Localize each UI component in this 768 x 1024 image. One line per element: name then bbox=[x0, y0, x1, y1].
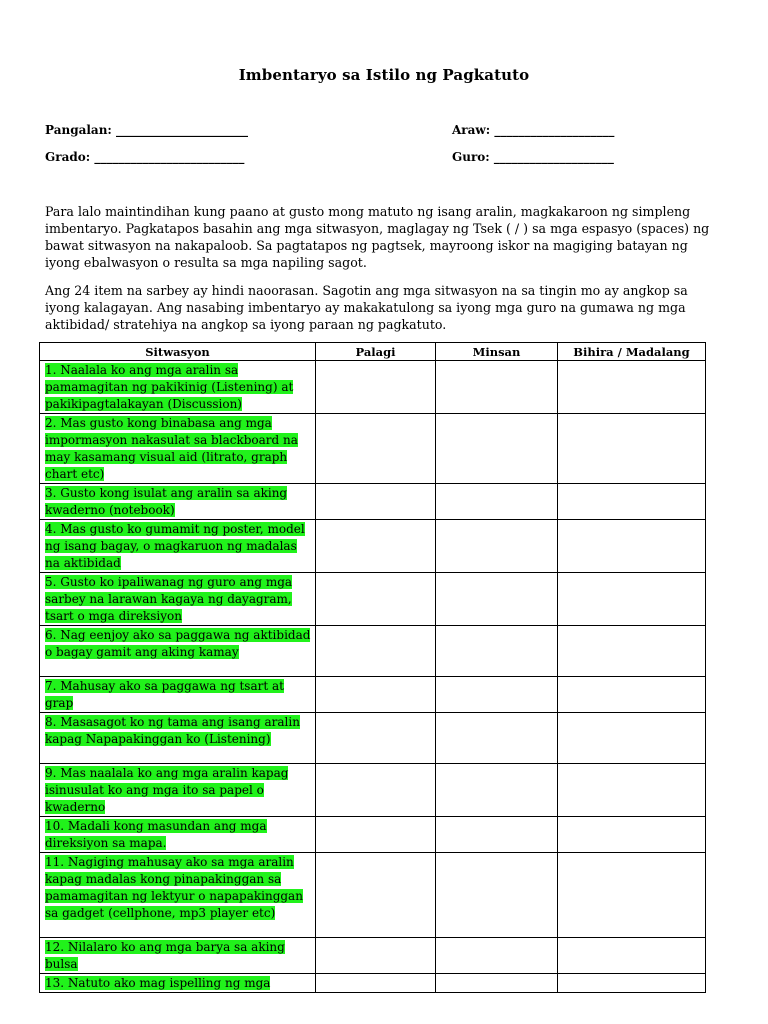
bihira-check-cell[interactable] bbox=[558, 817, 706, 853]
palagi-check-cell[interactable] bbox=[316, 764, 436, 817]
table-row bbox=[40, 853, 706, 938]
minsan-check-cell[interactable] bbox=[436, 677, 558, 713]
pangalan-field[interactable]: Pangalan: ______________________ bbox=[45, 123, 249, 137]
table-row bbox=[40, 677, 706, 713]
situation-text: 2. Mas gusto kong binabasa ang mga impormasyon nakasulat sa blackboard na may kasamang visual aid (litrato, graph chart etc) bbox=[45, 416, 298, 481]
situation-text: 4. Mas gusto ko gumamit ng poster, model ng isang bagay, o magkaruon ng madalas na aktibidad bbox=[45, 522, 305, 570]
situation-text: 7. Mahusay ako sa paggawa ng tsart at grap bbox=[45, 679, 284, 710]
minsan-check-cell[interactable] bbox=[436, 361, 558, 414]
situation-text: 6. Nag eenjoy ako sa paggawa ng aktibidad o bagay gamit ang aking kamay bbox=[45, 628, 311, 659]
situation-text: 11. Nagiging mahusay ako sa mga aralin kapag madalas kong pinapakinggan sa pamamagitan ng lektyur o napapakinggan sa gadget (cellphone, mp3 player etc) bbox=[45, 855, 303, 920]
minsan-check-cell[interactable] bbox=[436, 626, 558, 677]
guro-field[interactable]: Guro: ____________________ bbox=[452, 150, 614, 164]
table-row bbox=[40, 414, 706, 484]
situation-text: 12. Nilalaro ko ang mga barya sa aking bulsa bbox=[45, 940, 285, 971]
table-row bbox=[40, 520, 706, 573]
situation-text: 9. Mas naalala ko ang mga aralin kapag isinusulat ko ang mga ito sa papel o kwaderno bbox=[45, 766, 289, 814]
bihira-check-cell[interactable] bbox=[558, 520, 706, 573]
intro-paragraph-1: Para lalo maintindihan kung paano at gusto mong matuto ng isang aralin, magkakaroon ng simpleng imbentaryo. Pagkatapos basahin ang mga sitwasyon, maglagay ng Tsek ( / ) sa mga espasyo (spaces) ng bawat sitwasyon na nakapaloob. Sa pagtatapos ng pagtsek, mayroong iskor na magiging batayan ng iyong ebalwasyon o resulta sa mga napiling sagot. bbox=[45, 204, 710, 270]
minsan-check-cell[interactable] bbox=[436, 764, 558, 817]
minsan-check-cell[interactable] bbox=[436, 853, 558, 938]
table-row bbox=[40, 361, 706, 414]
bihira-check-cell[interactable] bbox=[558, 573, 706, 626]
header-sitwasyon: Sitwasyon bbox=[40, 343, 316, 361]
grado-field[interactable]: Grado: _________________________ bbox=[45, 150, 245, 164]
palagi-check-cell[interactable] bbox=[316, 938, 436, 974]
situation-text: 5. Gusto ko ipaliwanag ng guro ang mga sarbey na larawan kagaya ng dayagram, tsart o mga direksiyon bbox=[45, 575, 293, 623]
table-header-row bbox=[40, 343, 706, 361]
table-row bbox=[40, 713, 706, 764]
situation-text: 3. Gusto kong isulat ang aralin sa aking kwaderno (notebook) bbox=[45, 486, 288, 517]
bihira-check-cell[interactable] bbox=[558, 974, 706, 993]
bihira-check-cell[interactable] bbox=[558, 414, 706, 484]
table-row bbox=[40, 938, 706, 974]
minsan-check-cell[interactable] bbox=[436, 484, 558, 520]
page-title: Imbentaryo sa Istilo ng Pagkatuto bbox=[238, 66, 530, 84]
bihira-check-cell[interactable] bbox=[558, 853, 706, 938]
minsan-check-cell[interactable] bbox=[436, 938, 558, 974]
araw-field[interactable]: Araw: ____________________ bbox=[452, 123, 615, 137]
bihira-check-cell[interactable] bbox=[558, 484, 706, 520]
palagi-check-cell[interactable] bbox=[316, 817, 436, 853]
palagi-check-cell[interactable] bbox=[316, 361, 436, 414]
header-palagi: Palagi bbox=[316, 343, 436, 361]
table-row bbox=[40, 974, 706, 993]
bihira-check-cell[interactable] bbox=[558, 626, 706, 677]
survey-table bbox=[39, 342, 706, 993]
palagi-check-cell[interactable] bbox=[316, 677, 436, 713]
minsan-check-cell[interactable] bbox=[436, 974, 558, 993]
header-bihira: Bihira / Madalang bbox=[558, 343, 706, 361]
minsan-check-cell[interactable] bbox=[436, 520, 558, 573]
palagi-check-cell[interactable] bbox=[316, 974, 436, 993]
bihira-check-cell[interactable] bbox=[558, 713, 706, 764]
minsan-check-cell[interactable] bbox=[436, 414, 558, 484]
minsan-check-cell[interactable] bbox=[436, 817, 558, 853]
minsan-check-cell[interactable] bbox=[436, 713, 558, 764]
palagi-check-cell[interactable] bbox=[316, 853, 436, 938]
situation-text: 13. Natuto ako mag ispelling ng mga bbox=[45, 976, 271, 990]
bihira-check-cell[interactable] bbox=[558, 764, 706, 817]
table-row bbox=[40, 817, 706, 853]
bihira-check-cell[interactable] bbox=[558, 361, 706, 414]
palagi-check-cell[interactable] bbox=[316, 713, 436, 764]
table-row bbox=[40, 626, 706, 677]
minsan-check-cell[interactable] bbox=[436, 573, 558, 626]
palagi-check-cell[interactable] bbox=[316, 520, 436, 573]
table-row bbox=[40, 484, 706, 520]
palagi-check-cell[interactable] bbox=[316, 414, 436, 484]
bihira-check-cell[interactable] bbox=[558, 677, 706, 713]
bihira-check-cell[interactable] bbox=[558, 938, 706, 974]
palagi-check-cell[interactable] bbox=[316, 573, 436, 626]
situation-text: 8. Masasagot ko ng tama ang isang aralin kapag Napapakinggan ko (Listening) bbox=[45, 715, 300, 746]
situation-text: 10. Madali kong masundan ang mga direksiyon sa mapa. bbox=[45, 819, 267, 850]
header-minsan: Minsan bbox=[436, 343, 558, 361]
palagi-check-cell[interactable] bbox=[316, 626, 436, 677]
table-row bbox=[40, 573, 706, 626]
situation-text: 1. Naalala ko ang mga aralin sa pamamagitan ng pakikinig (Listening) at pakikipagtalakayan (Discussion) bbox=[45, 363, 294, 411]
intro-paragraph-2: Ang 24 item na sarbey ay hindi naoorasan. Sagotin ang mga sitwasyon na sa tingin mo ay angkop sa iyong kalagayan. Ang nasabing imbentaryo ay makakatulong sa iyong mga guro na gumawa ng mga aktibidad/ stratehiya na angkop sa iyong paraan ng pagkatuto. bbox=[45, 283, 688, 332]
table-row bbox=[40, 764, 706, 817]
palagi-check-cell[interactable] bbox=[316, 484, 436, 520]
